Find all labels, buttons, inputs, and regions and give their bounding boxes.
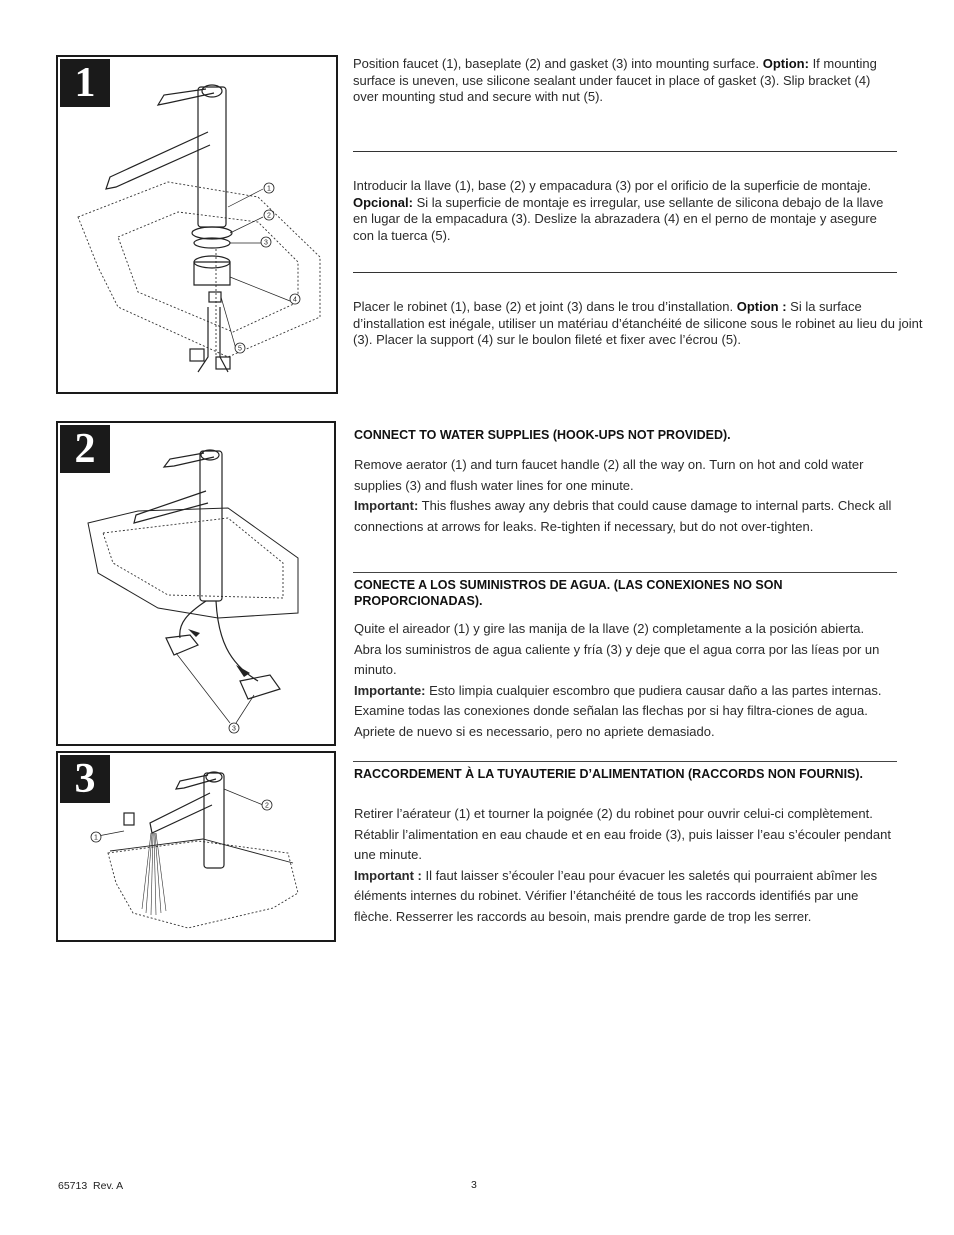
step-1-french-text: Placer le robinet (1), base (2) et joint (3) dans le trou d’installation. Option : Si la surface d’installation est inégale, utiliser un matériau d’étanchéité de silicone sous le robinet au lieu du joint (3). Placer la support (4) sur le boulon fileté et fixer avec l’écrou (5). [353, 299, 923, 347]
important-label: Important: [354, 498, 419, 513]
step-2-spanish-body: Quite el aireador (1) y gire las manija de la llave (2) completamente a la posición abierta. Abra los suministros de agua caliente y fría (3) y deje que el agua corra por las líeas por un minuto. Importante: Esto limpia cualquier escombro que pudiera causar daño a las partes internas. Examine todas las conexiones donde señalan las flechas por si hay filtra-ciones de agua. Apriete de nuevo si es necessario, pero no apriete demasiado. [354, 621, 882, 739]
divider [353, 151, 897, 152]
callout-4: 4 [293, 296, 297, 304]
callout-3: 3 [264, 239, 268, 247]
divider [353, 761, 897, 762]
step-2-figure [56, 421, 336, 746]
important-fr-label: Important : [354, 867, 422, 883]
callout-1: 1 [267, 185, 271, 193]
importante-label: Importante: [354, 682, 426, 698]
step-1-spanish-text: Introducir la llave (1), base (2) y empacadura (3) por el orificio de la superficie de montaje. Opcional: Si la superficie de montaje es irregular, use sellante de silicona debajo de la llave en lugar de la empacadura (3). Deslize la abrazadera (4) en el perno de montaje y asegure con la tuerca (5). [353, 178, 884, 243]
step-2-french-heading: RACCORDEMENT À LA TUYAUTERIE D’ALIMENTATION (RACCORDS NON FOURNIS). [354, 767, 864, 781]
step-number-badge: 3 [60, 755, 110, 803]
divider [353, 272, 897, 273]
step-2-spanish-heading: CONECTE A LOS SUMINISTROS DE AGUA. (LAS CONEXIONES NO SON PROPORCIONADAS). [354, 578, 783, 608]
step-2-french-body: Retirer l’aérateur (1) et tourner la poignée (2) du robinet pour ouvrir celui-ci complètement. Rétablir l’alimentation en eau chaude et en eau froide (3), puis laisser l’eau s’écouler pendant une minute. Important : Il faut laisser s’écouler l’eau pour évacuer les saletés qui pourraient abîmer les éléments internes du robinet. Vérifier l’étanchéité de tous les raccords identifiés par une flèche. Resserrer les raccords au besoin, mais prendre garde de trop les serrer. [354, 806, 891, 924]
callout-3: 3 [232, 725, 236, 733]
option-fr-label: Option : [736, 299, 787, 314]
step-2-english-heading: CONNECT TO WATER SUPPLIES (HOOK-UPS NOT PROVIDED). [354, 428, 731, 442]
step-2-english-body: Remove aerator (1) and turn faucet handle (2) all the way on. Turn on hot and cold water supplies (3) and flush water lines for one minute. Important: This flushes away any debris that could cause damage to internal parts. Check all connections at arrows for leaks. Re-tighten if necessary, but do not over-tighten. [354, 457, 892, 534]
step-1-english-text: Position faucet (1), baseplate (2) and gasket (3) into mounting surface. Option: If mounting surface is uneven, use silicone sealant under faucet in place of gasket (3). Slip bracket (4) over mounting stud and secure with nut (5). [353, 56, 877, 104]
callout-2: 2 [265, 802, 269, 810]
divider [353, 572, 897, 573]
faucet-mounting-illustration [58, 57, 336, 392]
water-supply-illustration [58, 423, 334, 744]
aerator-flush-illustration [58, 753, 334, 940]
callout-5: 5 [238, 345, 242, 353]
callout-2: 2 [267, 212, 271, 220]
step-3-figure [56, 751, 336, 942]
page-number: 3 [471, 1179, 477, 1191]
opcional-label: Opcional: [353, 194, 413, 210]
callout-1: 1 [94, 834, 98, 842]
option-label: Option: [762, 56, 809, 71]
step-1-figure [56, 55, 338, 394]
step-number-badge: 2 [60, 425, 110, 473]
step-number-badge: 1 [60, 59, 110, 107]
document-id: 65713 Rev. A [58, 1180, 124, 1192]
